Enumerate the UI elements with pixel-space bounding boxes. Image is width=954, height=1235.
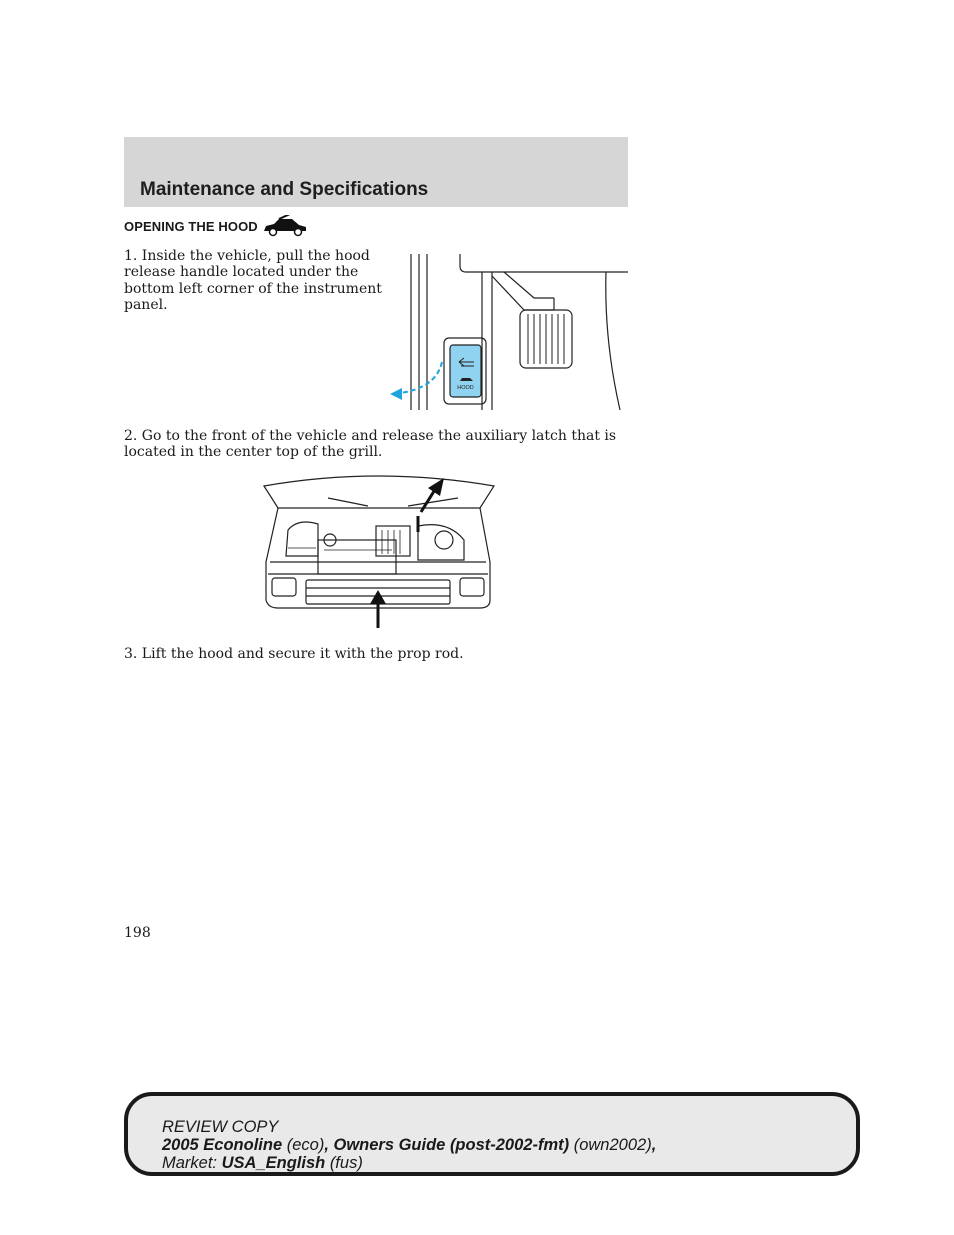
footer-model: 2005 Econoline (162, 1136, 283, 1154)
step-3-text: 3. Lift the hood and secure it with the prop rod. (124, 646, 464, 662)
section-title: Maintenance and Specifications (140, 179, 429, 200)
footer-guide-code: (own2002) (573, 1136, 652, 1154)
hood-label: HOOD (457, 385, 474, 391)
step-1-text: 1. Inside the vehicle, pull the hood release handle located under the bottom left corner of the instrument panel. (124, 248, 382, 313)
footer-market: USA_English (221, 1154, 326, 1172)
footer-guide: , Owners Guide (post-2002-fmt) (324, 1136, 570, 1154)
section-header (124, 137, 628, 207)
footer-model-line (162, 1136, 656, 1154)
engine-front-figure (258, 470, 498, 630)
footer-review-copy: REVIEW COPY (162, 1118, 279, 1136)
hood-release-figure (384, 250, 628, 412)
review-footer (124, 1092, 860, 1176)
footer-comma: , (651, 1136, 657, 1154)
footer-model-code: (eco) (286, 1136, 325, 1154)
step-2-text: 2. Go to the front of the vehicle and release the auxiliary latch that is located in the center top of the grill. (124, 428, 617, 461)
footer-market-code: (fus) (329, 1154, 363, 1172)
footer-market-label: Market: (162, 1154, 218, 1172)
subsection-title: OPENING THE HOOD (124, 218, 258, 234)
footer-market-line (162, 1154, 656, 1172)
subsection-heading (124, 215, 308, 237)
hood-car-icon (262, 215, 308, 237)
page-number: 198 (124, 925, 151, 941)
